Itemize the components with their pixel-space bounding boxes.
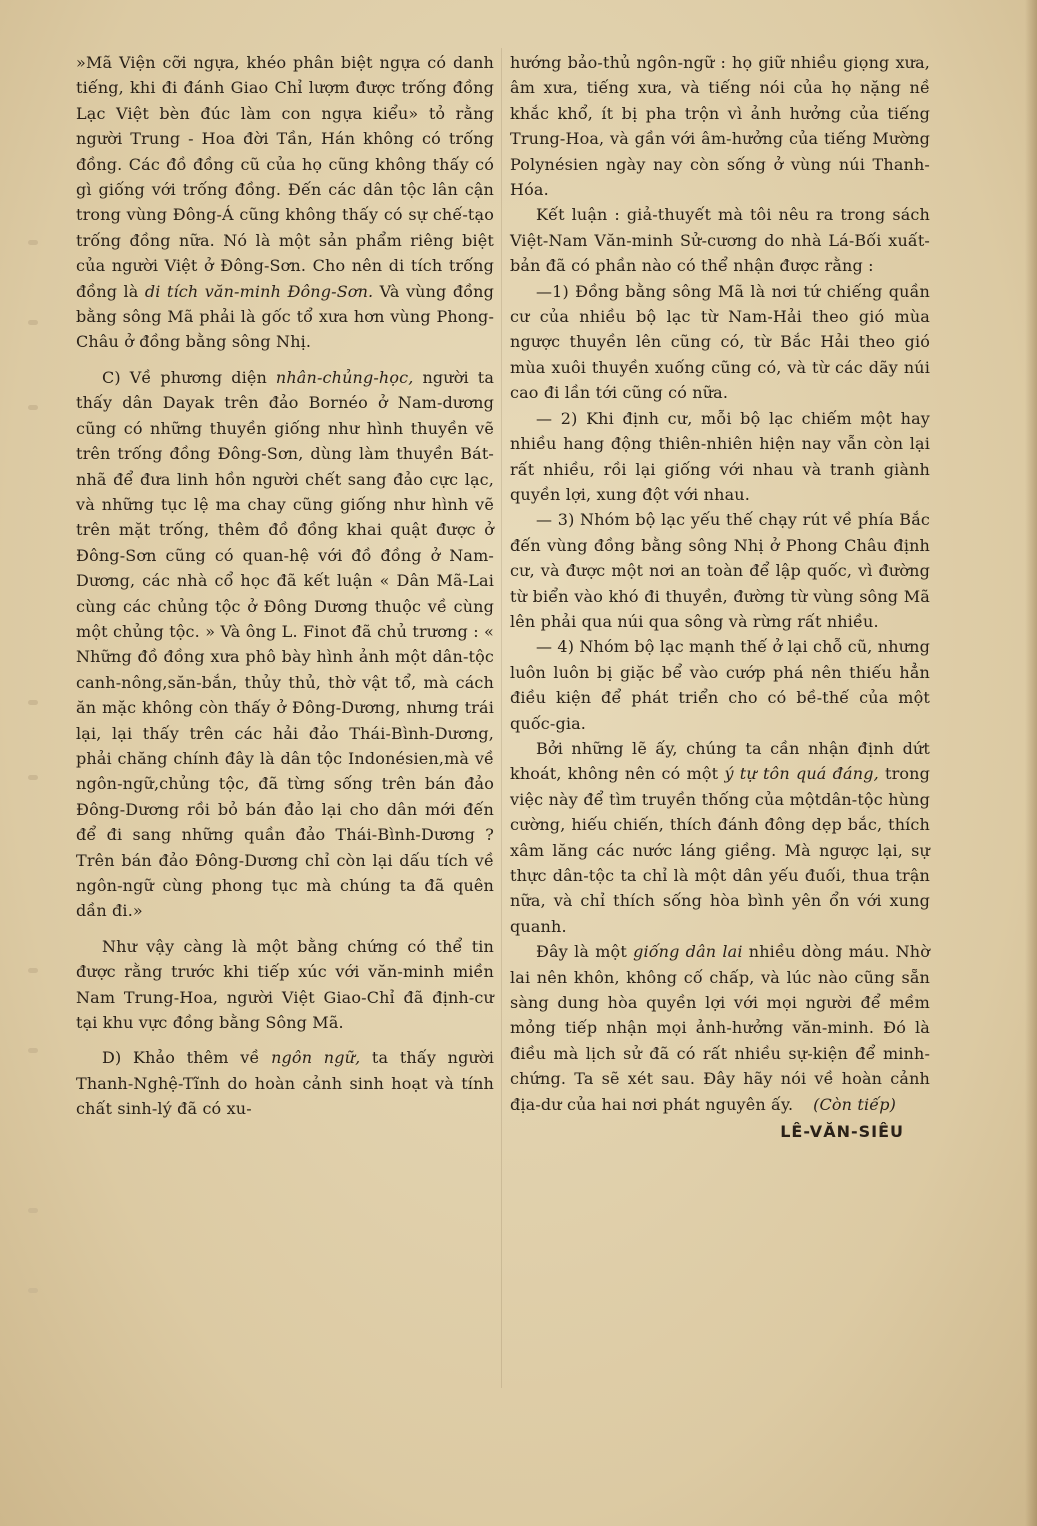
- left-paragraph-language: D) Khảo thêm về ngôn ngữ, ta thấy người Thanh-Nghệ-Tĩnh do hoàn cảnh sinh hoạt và tính chất sinh-lý đã có xu-: [76, 1048, 494, 1119]
- binding-hole: [28, 320, 38, 325]
- binding-hole: [28, 700, 38, 705]
- binding-hole: [28, 1048, 38, 1053]
- binding-hole: [28, 1288, 38, 1293]
- right-paragraph-point-2: — 2) Khi định cư, mỗi bộ lạc chiếm một hay nhiều hang động thiên-nhiên hiện nay vẫn còn lại rất nhiều, rồi lại giống với nhau và tranh giành quyền lợi, xung đột với nhau.: [510, 408, 930, 504]
- right-paragraph-reasons: Bởi những lẽ ấy, chúng ta cần nhận định dứt khoát, không nên có một ý tự tôn quá đáng, trong việc này để tìm truyền thống của mộtdân-tộc hùng cường, hiếu chiến, thích đánh đông dẹp bắc, thích xâm lăng các nước láng giềng. Mà ngược lại, sự thực dân-tộc ta chỉ là một dân yếu đuối, thua trận nữa, và chỉ thích sống hòa bình yên ổn với xung quanh.: [510, 738, 930, 936]
- binding-hole: [28, 240, 38, 245]
- right-paragraph-mixed-race: Đây là một giống dân lai nhiều dòng máu. Nhờ lai nên khôn, không cố chấp, và lúc nào cũng sẵn sàng dung hòa quyền lợi với mọi người để mềm mỏng tiếp nhận mọi ảnh-hưởng văn-minh. Đó là điều mà lịch sử đã có rất nhiều sự-kiện để minh-chứng. Ta sẽ xét sau. Đây hãy nói về hoàn cảnh địa-dư của hai nơi phát nguyên ấy.: [510, 942, 930, 1114]
- right-paragraph-conclusion: Kết luận : giả-thuyết mà tôi nêu ra trong sách Việt-Nam Văn-minh Sử-cương do nhà Lá-Bối xuất-bản đã có phần nào có thể nhận được rằng :: [510, 205, 930, 276]
- binding-hole: [28, 405, 38, 410]
- author-name: LÊ-VĂN-SIÊU: [780, 1122, 904, 1142]
- left-paragraph-evidence: Như vậy càng là một bằng chứng có thể tin được rằng trước khi tiếp xúc với văn-minh miền Nam Trung-Hoa, người Việt Giao-Chỉ đã định-cư tại khu vực đồng bằng Sông Mã.: [76, 936, 494, 1033]
- left-paragraph-anthropology: C) Về phương diện nhân-chủng-học, người ta thấy dân Dayak trên đảo Bornéo ở Nam-dương cũng có những thuyền giống như hình thuyền vẽ trên trống đồng Đông-Sơn, dùng làm thuyền Bát-nhã để đưa linh hồn người chết sang đảo cực lạc, và những tục lệ ma chay cũng giống như hình vẽ trên mặt trống, thêm đồ đồng khai quật được ở Đông-Sơn cũng có quan-hệ với đồ đồng ở Nam-Dương, các nhà cổ học đã kết luận « Dân Mã-Lai cùng các chủng tộc ở Đông Dương thuộc về cùng một chủng tộc. » Và ông L. Finot đã chủ trương : « Những đồ đồng xưa phô bày hình ảnh một dân-tộc canh-nông,săn-bắn, thủy thủ, thờ vật tổ, mà cách ăn mặc không còn thấy ở Đông-Dương, nhưng trái lại, lại thấy trên các hải đảo Thái-Bình-Dương, phải chăng chính đây là dân tộc Indonésien,mà về ngôn-ngữ,chủng tộc, đã từng sống trên bán đảo Đông-Dương rồi bỏ bán đảo lại cho dân mới đến để đi sang những quần đảo Thái-Bình-Dương ? Trên bán đảo Đông-Dương chỉ còn lại dấu tích về ngôn-ngữ cùng phong tục mà chúng ta đã quên dần đi.»: [76, 367, 495, 921]
- right-column: [510, 50, 930, 1145]
- column-divider: [501, 48, 502, 1388]
- binding-hole: [28, 968, 38, 973]
- right-paragraph-1: hướng bảo-thủ ngôn-ngữ : họ giữ nhiều giọng xưa, âm xưa, tiếng xưa, và tiếng nói của họ nặng nề khắc khổ, ít bị pha trộn vì ảnh hưởng của tiếng Trung-Hoa, và gần với âm-hưởng của tiếng Mường Polynésien ngày nay còn sống ở vùng núi Thanh-Hóa.: [510, 53, 930, 200]
- right-paragraph-point-4: — 4) Nhóm bộ lạc mạnh thế ở lại chỗ cũ, nhưng luôn luôn bị giặc bể vào cướp phá nên thiếu hẳn điều kiện để phát triển cho có bề-thế của một quốc-gia.: [510, 637, 930, 733]
- left-paragraph-1: »Mã Viện cỡi ngựa, khéo phân biệt ngựa có danh tiếng, khi đi đánh Giao Chỉ lượm được trống đồng Lạc Việt bèn đúc làm con ngựa kiểu» tỏ rằng người Trung - Hoa đời Tần, Hán không có trống đồng. Các đồ đồng cũ của họ cũng không thấy có gì giống với trống đồng. Đến các dân tộc lân cận trong vùng Đông-Á cũng không thấy có sự chế-tạo trống đồng nữa. Nó là một sản phẩm riêng biệt của người Việt ở Đông-Sơn. Cho nên di tích trống đồng là di tích văn-minh Đông-Sơn. Và vùng đồng bằng sông Mã phải là gốc tổ xưa hơn vùng Phong-Châu ở đồng bằng sông Nhị.: [76, 53, 494, 352]
- continued-note: (Còn tiếp): [813, 1095, 896, 1115]
- left-column: [76, 50, 494, 1122]
- binding-hole: [28, 775, 38, 780]
- right-paragraph-point-3: — 3) Nhóm bộ lạc yếu thế chạy rút về phía Bắc đến vùng đồng bằng sông Nhị ở Phong Châu định cư, và được một nơi an toàn để lập quốc, vì đường từ biển vào khó đi thuyền, đường từ vùng sông Mã lên phải qua núi qua sông và rừng rất nhiều.: [510, 510, 930, 631]
- page-edge-shadow: [1025, 0, 1037, 1526]
- right-paragraph-point-1: —1) Đồng bằng sông Mã là nơi tứ chiếng quần cư của nhiều bộ lạc từ Nam-Hải theo gió mùa ngược thuyền lên cũng có, từ Bắc Hải theo gió mùa xuôi thuyền xuống cũng có, và từ các dãy núi cao đi lần tới cũng có nữa.: [510, 281, 930, 403]
- binding-hole: [28, 1208, 38, 1213]
